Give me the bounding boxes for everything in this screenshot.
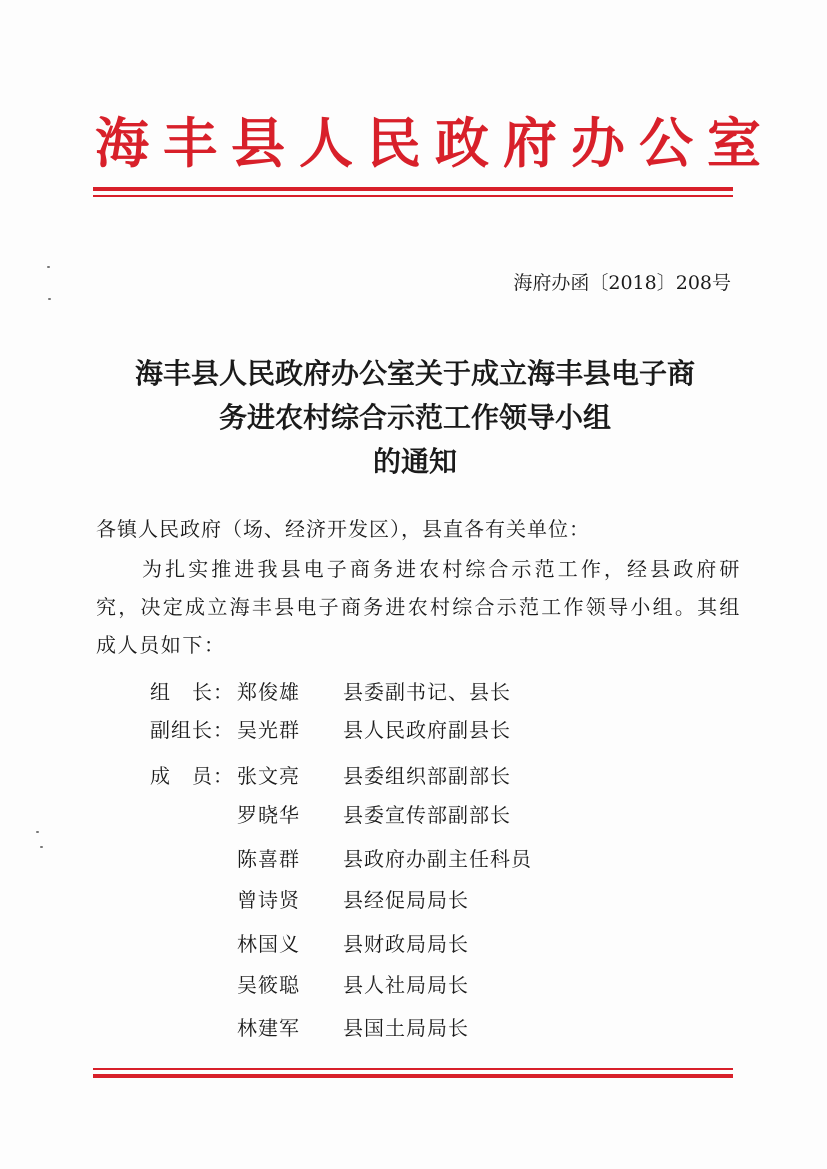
member-position: 县人社局局长 bbox=[343, 973, 469, 997]
member-name: 林国义 bbox=[237, 932, 300, 956]
member-name: 吴光群 bbox=[237, 718, 300, 742]
office-letterhead: 海丰县人民政府办公室 bbox=[95, 111, 775, 175]
member-name: 罗晓华 bbox=[237, 803, 300, 827]
member-name: 郑俊雄 bbox=[237, 680, 300, 704]
member-name: 张文亮 bbox=[237, 764, 300, 788]
footer-thin-rule bbox=[93, 1068, 733, 1070]
scan-artifact bbox=[47, 266, 50, 268]
scan-artifact bbox=[48, 298, 51, 300]
scan-artifact bbox=[36, 831, 39, 833]
member-name: 曾诗贤 bbox=[237, 888, 300, 912]
footer-thick-rule bbox=[93, 1074, 733, 1078]
member-position: 县委组织部副部长 bbox=[343, 764, 511, 788]
notice-title-line: 务进农村综合示范工作领导小组 bbox=[218, 401, 611, 434]
document-number: 海府办函〔2018〕208号 bbox=[513, 272, 731, 294]
member-position: 县政府办副主任科员 bbox=[343, 847, 532, 871]
recipients-line: 各镇人民政府（场、经济开发区），县直各有关单位： bbox=[96, 517, 590, 541]
member-name: 林建军 bbox=[237, 1016, 300, 1040]
notice-title bbox=[90, 352, 740, 484]
member-role: 组 长： bbox=[150, 680, 234, 704]
member-name: 陈喜群 bbox=[237, 847, 300, 871]
notice-title-line: 海丰县人民政府办公室关于成立海丰县电子商 bbox=[134, 357, 695, 390]
member-position: 县委宣传部副部长 bbox=[343, 803, 511, 827]
member-position: 县国土局局长 bbox=[343, 1016, 469, 1040]
letterhead-thick-rule bbox=[93, 187, 733, 191]
member-role: 成 员： bbox=[150, 764, 234, 788]
notice-body-paragraph: 为扎实推进我县电子商务进农村综合示范工作，经县政府研究，决定成立海丰县电子商务进农村综合示范工作领导小组。其组成人员如下： bbox=[96, 557, 741, 657]
member-role: 副组长： bbox=[150, 718, 234, 742]
member-name: 吴筱聪 bbox=[237, 973, 300, 997]
member-position: 县委副书记、县长 bbox=[343, 680, 511, 704]
letterhead-thin-rule bbox=[93, 195, 733, 197]
notice-title-line: 的通知 bbox=[372, 445, 457, 478]
member-position: 县经促局局长 bbox=[343, 888, 469, 912]
scan-artifact bbox=[40, 846, 43, 848]
member-position: 县人民政府副县长 bbox=[343, 718, 511, 742]
member-position: 县财政局局长 bbox=[343, 932, 469, 956]
